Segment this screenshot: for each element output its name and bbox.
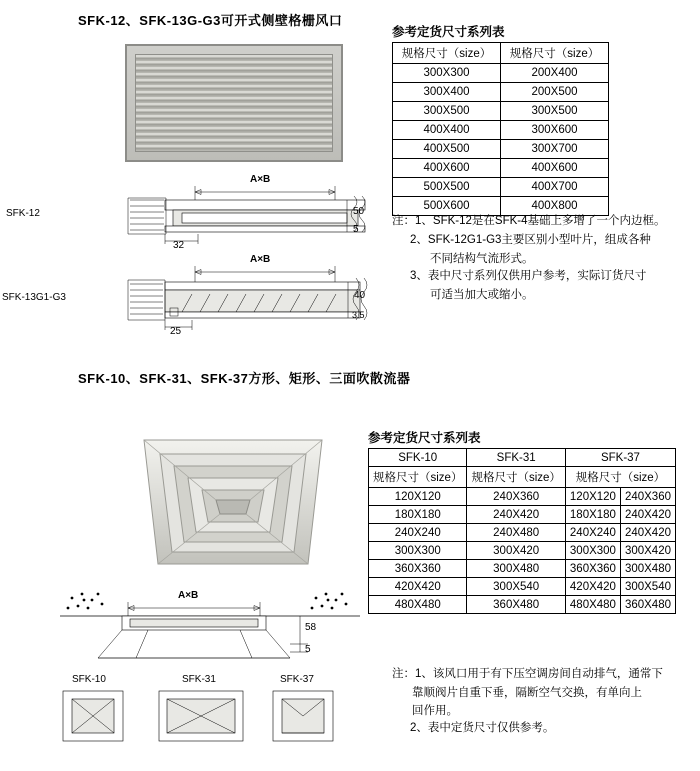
table-cell: 300X300: [565, 542, 620, 560]
thumbnail-sfk31: [158, 690, 244, 742]
table-cell: 420X420: [565, 578, 620, 596]
sfk13g-section-drawing: [2, 254, 370, 344]
table-cell: 300X540: [467, 578, 565, 596]
table-cell: 400X500: [393, 140, 501, 159]
table-cell: 240X420: [620, 506, 675, 524]
note-item: [392, 213, 682, 231]
table-cell: 360X360: [565, 560, 620, 578]
table-cell: 200X400: [501, 64, 609, 83]
table-cell: 300X420: [620, 542, 675, 560]
diffuser-section-drawing: [60, 582, 360, 662]
note-number: 1、: [415, 668, 433, 680]
table-header-cell: 规格尺寸（size）: [565, 467, 675, 488]
table-header-row: [369, 467, 676, 488]
table-header-cell: 规格尺寸（size）: [467, 467, 565, 488]
note-continuation: 回作用。: [412, 704, 458, 717]
table-row: [393, 178, 609, 197]
table-cell: 300X600: [501, 121, 609, 140]
table-group-header: SFK-31: [467, 449, 565, 467]
dim-label-ab-2: A×B: [250, 254, 271, 265]
top-spec-table: [392, 42, 609, 216]
note-continuation: 靠顺阀片自重下垂，隔断空气交换，有单向上: [412, 686, 642, 699]
table-group-header-row: [369, 449, 676, 467]
table-cell: 300X420: [467, 542, 565, 560]
top-spec-table-wrapper: [392, 42, 609, 216]
notes-label: 注：: [392, 668, 415, 680]
table-row: [369, 506, 676, 524]
table-cell: 480X480: [565, 596, 620, 614]
dim-label-58: 58: [305, 622, 317, 633]
grille-product-photo: [125, 44, 343, 162]
table-cell: 420X420: [369, 578, 467, 596]
table-cell: 400X400: [393, 121, 501, 140]
bottom-section-title: SFK-10、SFK-31、SFK-37方形、矩形、三面吹散流器: [78, 371, 411, 386]
note-text: SFK-12G1-G3主要区别小型叶片，组成各种: [427, 233, 651, 246]
dim-label-50: 50: [353, 206, 365, 217]
note-continuation: 不同结构气流形式。: [430, 252, 534, 265]
dim-label-5: 5: [305, 644, 311, 655]
note-text: 该风口用于有下压空调房间自动排气，通常下: [432, 668, 663, 680]
model-label-sfk13g: SFK-13G1-G3: [2, 292, 66, 303]
table-group-header: SFK-37: [565, 449, 675, 467]
table-cell: 500X600: [393, 197, 501, 216]
note-number: 3、: [410, 270, 428, 283]
dim-label-35: 3.5: [352, 310, 365, 320]
table-cell: 400X800: [501, 197, 609, 216]
thumb-label-sfk37: SFK-37: [280, 674, 314, 685]
table-cell: 200X500: [501, 83, 609, 102]
bottom-notes: [392, 666, 682, 739]
note-text: SFK-12是在SFK-4基础上多增了一个内边框。: [432, 215, 666, 227]
grille-louver-pattern: [135, 54, 333, 152]
table-group-header: SFK-10: [369, 449, 467, 467]
table-cell: 240X240: [369, 524, 467, 542]
top-notes: [392, 213, 682, 305]
note-number: 2、: [410, 233, 428, 246]
thumb-label-sfk31: SFK-31: [182, 674, 216, 685]
table-cell: 240X360: [467, 488, 565, 506]
model-label-sfk12: SFK-12: [6, 208, 40, 219]
table-row: [393, 64, 609, 83]
table-cell: 360X480: [467, 596, 565, 614]
table-header-row: [393, 43, 609, 64]
table-row: [369, 596, 676, 614]
table-cell: 120X120: [369, 488, 467, 506]
sfk12-section-drawing: [6, 172, 370, 252]
note-text: 表中定货尺寸仅供参考。: [427, 722, 555, 735]
table-cell: 400X600: [393, 159, 501, 178]
table-row: [393, 159, 609, 178]
bottom-spec-table-wrapper: [368, 448, 676, 614]
bottom-spec-table: [368, 448, 676, 614]
table-row: [393, 102, 609, 121]
table-cell: 240X240: [565, 524, 620, 542]
table-cell: 300X540: [620, 578, 675, 596]
table-cell: 240X360: [620, 488, 675, 506]
bottom-table-caption: 参考定货尺寸系列表: [368, 431, 481, 445]
dim-label-5: 5: [353, 224, 359, 235]
note-text: 表中尺寸系列仅供用户参考，实际订货尺寸: [427, 270, 647, 283]
table-cell: 400X600: [501, 159, 609, 178]
dim-label-32: 32: [173, 240, 185, 251]
table-row: [393, 83, 609, 102]
table-cell: 300X480: [467, 560, 565, 578]
dim-label-ab-bottom: A×B: [178, 590, 199, 601]
thumbnail-sfk37: [272, 690, 334, 742]
top-section-title: SFK-12、SFK-13G-G3可开式侧壁格栅风口: [78, 13, 343, 28]
note-continuation: 可适当加大或缩小。: [430, 289, 534, 302]
table-cell: 120X120: [565, 488, 620, 506]
note-item: [392, 666, 682, 684]
thumbnail-sfk10: [62, 690, 124, 742]
dim-label-25: 25: [170, 326, 182, 337]
table-row: [393, 121, 609, 140]
note-number: 2、: [410, 722, 428, 735]
diffuser-product-photo: [140, 432, 326, 570]
dim-label-ab-1: A×B: [250, 174, 271, 185]
table-cell: 240X420: [467, 506, 565, 524]
table-cell: 400X700: [501, 178, 609, 197]
table-cell: 500X500: [393, 178, 501, 197]
table-row: [393, 140, 609, 159]
note-item: [392, 232, 682, 250]
dim-label-40: 40: [354, 290, 366, 301]
table-cell: 300X300: [393, 64, 501, 83]
table-cell: 300X400: [393, 83, 501, 102]
thumb-label-sfk10: SFK-10: [72, 674, 106, 685]
table-row: [369, 488, 676, 506]
table-cell: 240X420: [620, 524, 675, 542]
table-cell: 180X180: [565, 506, 620, 524]
table-cell: 300X300: [369, 542, 467, 560]
table-row: [369, 560, 676, 578]
table-cell: 300X700: [501, 140, 609, 159]
table-row: [369, 578, 676, 596]
table-header-cell: 规格尺寸（size）: [501, 43, 609, 64]
table-row: [369, 524, 676, 542]
table-cell: 300X480: [620, 560, 675, 578]
note-number: 1、: [415, 215, 433, 227]
table-row: [369, 542, 676, 560]
table-cell: 240X480: [467, 524, 565, 542]
table-cell: 300X500: [501, 102, 609, 121]
table-cell: 360X480: [620, 596, 675, 614]
table-header-cell: 规格尺寸（size）: [393, 43, 501, 64]
table-cell: 360X360: [369, 560, 467, 578]
table-cell: 180X180: [369, 506, 467, 524]
notes-label: 注：: [392, 215, 415, 227]
table-cell: 480X480: [369, 596, 467, 614]
table-header-cell: 规格尺寸（size）: [369, 467, 467, 488]
top-table-caption: 参考定货尺寸系列表: [392, 25, 505, 39]
note-item: [392, 268, 682, 286]
table-cell: 300X500: [393, 102, 501, 121]
note-item: [392, 720, 682, 738]
